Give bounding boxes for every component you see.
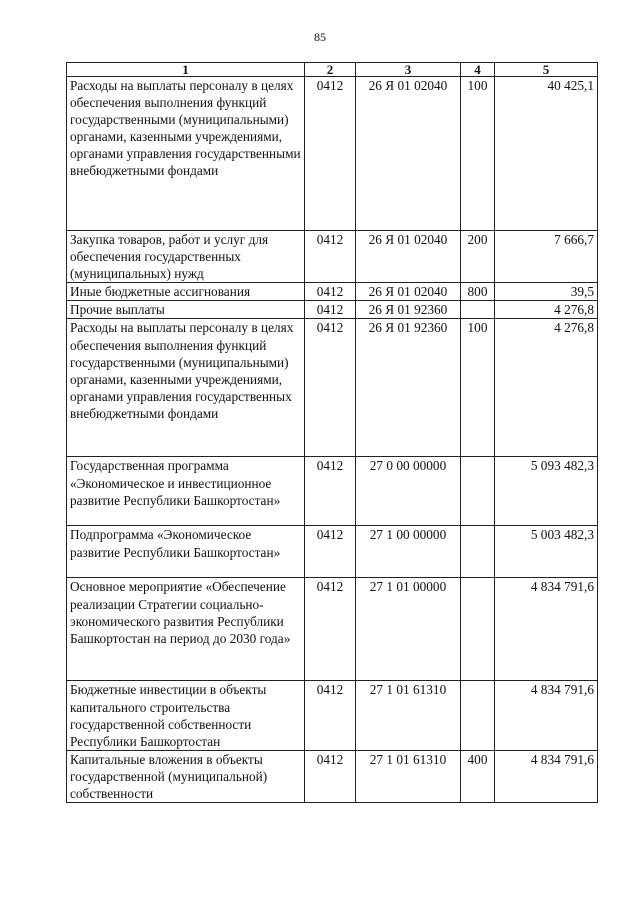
header-row xyxy=(67,63,598,77)
row-section: 0412 xyxy=(305,77,356,231)
table-row xyxy=(67,283,598,301)
row-code: 26 Я 01 02040 xyxy=(356,231,461,283)
row-kind xyxy=(461,301,495,319)
row-name: Капитальные вложения в объекты государственной (муниципальной) собственности xyxy=(67,750,305,802)
row-name: Расходы на выплаты персоналу в целях обеспечения выполнения функций государственными (муниципальными) органами, казенными учреждениями, органами управления государственными внебюджетными фондами xyxy=(67,77,305,231)
row-section: 0412 xyxy=(305,301,356,319)
row-kind xyxy=(461,457,495,526)
budget-table xyxy=(66,62,598,803)
row-name: Государственная программа «Экономическое и инвестиционное развитие Республики Башкортостан» xyxy=(67,457,305,526)
row-kind xyxy=(461,526,495,578)
row-kind: 400 xyxy=(461,750,495,802)
row-section: 0412 xyxy=(305,578,356,681)
row-code: 27 1 01 00000 xyxy=(356,578,461,681)
row-kind: 200 xyxy=(461,231,495,283)
row-code: 26 Я 01 02040 xyxy=(356,283,461,301)
row-section: 0412 xyxy=(305,231,356,283)
row-code: 26 Я 01 92360 xyxy=(356,319,461,457)
row-amount: 7 666,7 xyxy=(495,231,598,283)
row-name: Подпрограмма «Экономическое развитие Республики Башкортостан» xyxy=(67,526,305,578)
row-amount: 5 003 482,3 xyxy=(495,526,598,578)
row-section: 0412 xyxy=(305,750,356,802)
table-row xyxy=(67,681,598,750)
table-row xyxy=(67,319,598,457)
row-kind: 800 xyxy=(461,283,495,301)
header-col-1: 1 xyxy=(67,63,305,77)
row-name: Иные бюджетные ассигнования xyxy=(67,283,305,301)
row-kind xyxy=(461,681,495,750)
row-amount: 4 834 791,6 xyxy=(495,681,598,750)
row-code: 27 1 01 61310 xyxy=(356,750,461,802)
row-amount: 4 276,8 xyxy=(495,319,598,457)
row-name: Бюджетные инвестиции в объекты капитального строительства государственной собственности Республики Башкортостан xyxy=(67,681,305,750)
row-kind: 100 xyxy=(461,319,495,457)
row-code: 26 Я 01 02040 xyxy=(356,77,461,231)
row-name: Прочие выплаты xyxy=(67,301,305,319)
row-amount: 4 276,8 xyxy=(495,301,598,319)
table-row xyxy=(67,301,598,319)
row-name: Закупка товаров, работ и услуг для обеспечения государственных (муниципальных) нужд xyxy=(67,231,305,283)
row-section: 0412 xyxy=(305,526,356,578)
row-name: Расходы на выплаты персоналу в целях обеспечения выполнения функций государственными (муниципальными) органами, казенными учреждениями, органами управления государственных внебюджетными фондами xyxy=(67,319,305,457)
row-code: 27 1 01 61310 xyxy=(356,681,461,750)
header-col-3: 3 xyxy=(356,63,461,77)
table-row xyxy=(67,750,598,802)
row-kind xyxy=(461,578,495,681)
row-amount: 40 425,1 xyxy=(495,77,598,231)
row-name: Основное мероприятие «Обеспечение реализации Стратегии социально-экономического развития Республики Башкортостан на период до 2030 года» xyxy=(67,578,305,681)
row-code: 27 1 00 00000 xyxy=(356,526,461,578)
row-kind: 100 xyxy=(461,77,495,231)
row-code: 27 0 00 00000 xyxy=(356,457,461,526)
page-number: 85 xyxy=(314,30,326,44)
row-section: 0412 xyxy=(305,457,356,526)
row-amount: 39,5 xyxy=(495,283,598,301)
table-row xyxy=(67,526,598,578)
row-section: 0412 xyxy=(305,319,356,457)
row-amount: 5 093 482,3 xyxy=(495,457,598,526)
table-row xyxy=(67,578,598,681)
row-section: 0412 xyxy=(305,283,356,301)
table-row xyxy=(67,457,598,526)
row-section: 0412 xyxy=(305,681,356,750)
header-col-4: 4 xyxy=(461,63,495,77)
header-col-2: 2 xyxy=(305,63,356,77)
row-amount: 4 834 791,6 xyxy=(495,750,598,802)
table-row xyxy=(67,231,598,283)
row-amount: 4 834 791,6 xyxy=(495,578,598,681)
table-row xyxy=(67,77,598,231)
header-col-5: 5 xyxy=(495,63,598,77)
row-code: 26 Я 01 92360 xyxy=(356,301,461,319)
